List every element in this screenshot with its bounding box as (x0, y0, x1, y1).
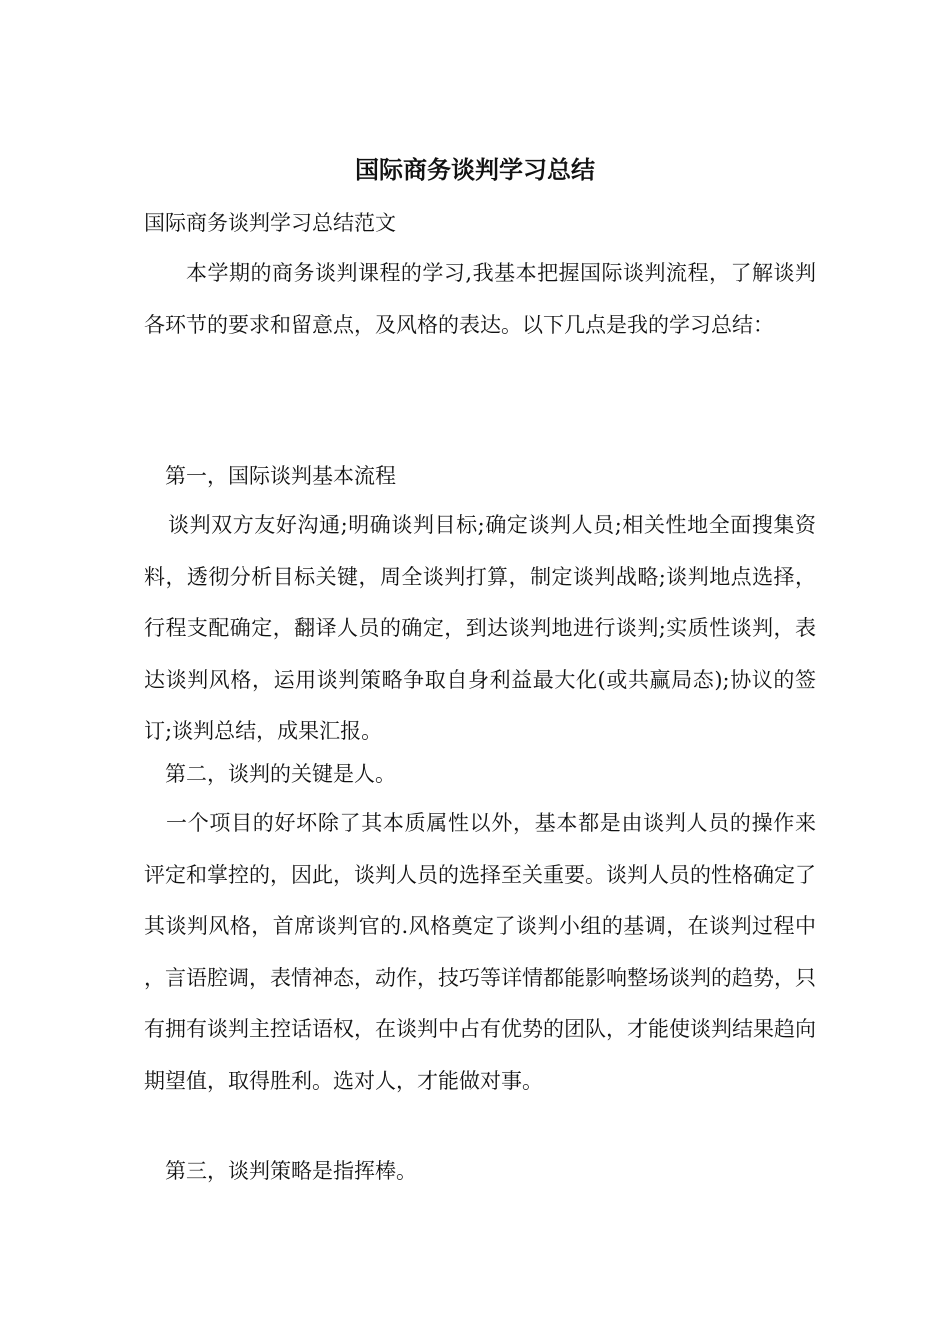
document-subtitle: 国际商务谈判学习总结范文 (144, 211, 396, 235)
section-2-heading: 第二，谈判的关键是人。 (165, 762, 396, 786)
intro-paragraph: 本学期的商务谈判课程的学习,我基本把握国际谈判流程，了解谈判各环节的要求和留意点，及风格的表达。以下几点是我的学习总结： (144, 261, 816, 337)
section-3-heading: 第三，谈判策略是指挥棒。 (165, 1159, 417, 1183)
section-1-heading: 第一，国际谈判基本流程 (165, 464, 396, 488)
section-1-paragraph: 谈判双方友好沟通;明确谈判目标;确定谈判人员;相关性地全面搜集资料，透彻分析目标关键，周全谈判打算，制定谈判战略;谈判地点选择，行程支配确定，翻译人员的确定，到达谈判地进行谈判;实质性谈判，表达谈判风格，运用谈判策略争取自身利益最大化(或共赢局态);协议的签订;谈判总结，成果汇报。 (144, 513, 816, 743)
document-title: 国际商务谈判学习总结 (355, 155, 595, 184)
section-2-paragraph: 一个项目的好坏除了其本质属性以外，基本都是由谈判人员的操作来评定和掌控的，因此，谈判人员的选择至关重要。谈判人员的性格确定了其谈判风格，首席谈判官的.风格奠定了谈判小组的基调，在谈判过程中，言语腔调，表情神态，动作，技巧等详情都能影响整场谈判的趋势，只有拥有谈判主控话语权，在谈判中占有优势的团队，才能使谈判结果趋向期望值，取得胜利。选对人，才能做对事。 (144, 811, 816, 1093)
